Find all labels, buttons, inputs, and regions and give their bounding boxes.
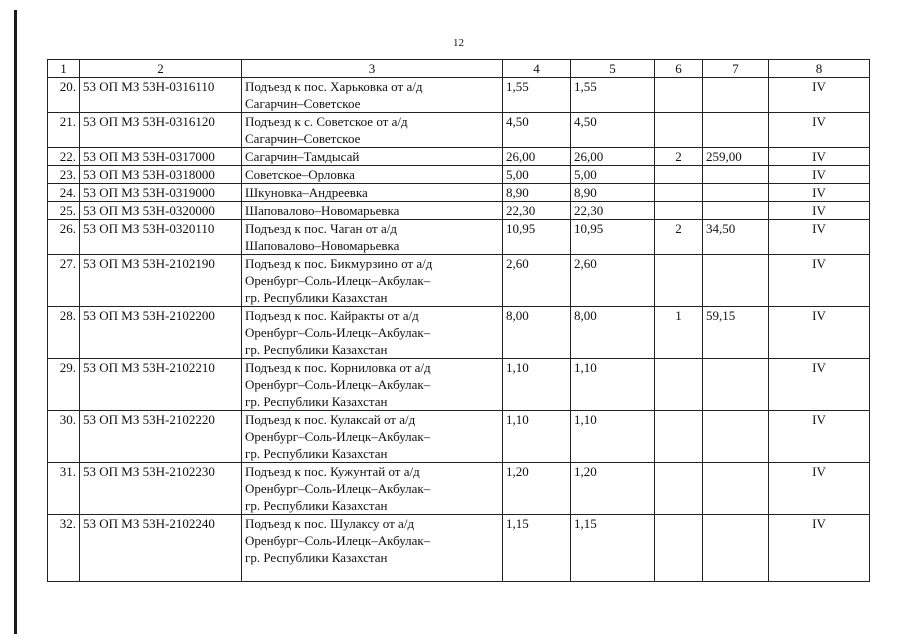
table-row	[48, 202, 870, 220]
row-number-cell: 23.	[48, 166, 80, 184]
category-cell: IV	[769, 255, 870, 307]
road-name-line: гр. Республики Казахстан	[245, 290, 388, 305]
length-cell: 8,90	[503, 184, 571, 202]
column-6-cell	[655, 411, 703, 463]
category-cell: IV	[769, 411, 870, 463]
column-7-cell	[703, 166, 769, 184]
road-name-line: Шаповалово–Новомарьевка	[245, 203, 400, 218]
road-code-cell: 53 ОП МЗ 53Н-0320110	[80, 220, 242, 255]
road-code-cell: 53 ОП МЗ 53Н-2102240	[80, 515, 242, 582]
column-6-cell	[655, 78, 703, 113]
length-cell: 1,20	[503, 463, 571, 515]
length-cell: 2,60	[503, 255, 571, 307]
table-row	[48, 148, 870, 166]
row-number-cell: 31.	[48, 463, 80, 515]
table-row	[48, 113, 870, 148]
length-cell: 8,00	[503, 307, 571, 359]
road-code-cell: 53 ОП МЗ 53Н-0320000	[80, 202, 242, 220]
page-number: 12	[453, 37, 464, 49]
category-cell: IV	[769, 220, 870, 255]
column-7-cell: 34,50	[703, 220, 769, 255]
header-cell: 5	[571, 60, 655, 78]
length-cell: 1,10	[503, 359, 571, 411]
length-cell: 1,10	[503, 411, 571, 463]
road-name-line: Подъезд к с. Советское от а/д	[245, 114, 408, 129]
length-cell: 5,00	[503, 166, 571, 184]
road-name-cell	[242, 78, 503, 113]
road-name-cell	[242, 411, 503, 463]
column-6-cell	[655, 113, 703, 148]
table-row	[48, 166, 870, 184]
road-name-cell	[242, 307, 503, 359]
road-name-cell	[242, 463, 503, 515]
category-cell: IV	[769, 184, 870, 202]
length-2-cell: 4,50	[571, 113, 655, 148]
column-6-cell: 2	[655, 148, 703, 166]
column-7-cell	[703, 359, 769, 411]
road-name-line: Подъезд к пос. Кулаксай от а/д	[245, 412, 416, 427]
category-cell: IV	[769, 359, 870, 411]
road-name-line: Подъезд к пос. Корниловка от а/д	[245, 360, 431, 375]
row-number-cell: 28.	[48, 307, 80, 359]
road-name-line: Оренбург–Соль-Илецк–Акбулак–	[245, 533, 431, 548]
row-number-cell: 29.	[48, 359, 80, 411]
length-2-cell: 8,00	[571, 307, 655, 359]
road-name-line: Сагарчин–Советское	[245, 96, 361, 111]
road-name-cell	[242, 184, 503, 202]
road-name-cell	[242, 220, 503, 255]
road-name-line: гр. Республики Казахстан	[245, 394, 388, 409]
row-number-cell: 20.	[48, 78, 80, 113]
length-2-cell: 1,10	[571, 359, 655, 411]
category-cell: IV	[769, 307, 870, 359]
length-2-cell: 5,00	[571, 166, 655, 184]
column-7-cell	[703, 411, 769, 463]
road-name-line: Подъезд к пос. Чаган от а/д	[245, 221, 397, 236]
length-2-cell: 1,10	[571, 411, 655, 463]
length-2-cell: 1,20	[571, 463, 655, 515]
column-7-cell	[703, 78, 769, 113]
road-code-cell: 53 ОП МЗ 53Н-2102230	[80, 463, 242, 515]
road-name-cell	[242, 359, 503, 411]
column-6-cell: 2	[655, 220, 703, 255]
length-2-cell: 10,95	[571, 220, 655, 255]
table-row	[48, 255, 870, 307]
road-name-cell	[242, 202, 503, 220]
header-cell: 4	[503, 60, 571, 78]
road-name-line: Подъезд к пос. Кайракты от а/д	[245, 308, 419, 323]
category-cell: IV	[769, 78, 870, 113]
column-7-cell	[703, 515, 769, 582]
road-name-line: Сагарчин–Тамдысай	[245, 149, 360, 164]
header-cell: 8	[769, 60, 870, 78]
header-cell: 2	[80, 60, 242, 78]
road-name-line: гр. Республики Казахстан	[245, 550, 388, 565]
road-code-cell: 53 ОП МЗ 53Н-0316110	[80, 78, 242, 113]
header-cell: 1	[48, 60, 80, 78]
category-cell: IV	[769, 166, 870, 184]
road-name-cell	[242, 148, 503, 166]
road-name-line: гр. Республики Казахстан	[245, 446, 388, 461]
table-row	[48, 411, 870, 463]
road-name-line: Подъезд к пос. Шулаксу от а/д	[245, 516, 415, 531]
header-cell: 6	[655, 60, 703, 78]
road-name-line: Подъезд к пос. Харьковка от а/д	[245, 79, 423, 94]
table-row	[48, 463, 870, 515]
column-6-cell	[655, 359, 703, 411]
category-cell: IV	[769, 202, 870, 220]
column-7-cell	[703, 184, 769, 202]
table-row	[48, 184, 870, 202]
column-7-cell	[703, 202, 769, 220]
column-6-cell	[655, 202, 703, 220]
road-code-cell: 53 ОП МЗ 53Н-2102190	[80, 255, 242, 307]
length-cell: 22,30	[503, 202, 571, 220]
column-7-cell	[703, 255, 769, 307]
category-cell: IV	[769, 148, 870, 166]
length-cell: 1,15	[503, 515, 571, 582]
category-cell: IV	[769, 515, 870, 582]
column-6-cell	[655, 463, 703, 515]
length-2-cell: 2,60	[571, 255, 655, 307]
road-code-cell: 53 ОП МЗ 53Н-2102200	[80, 307, 242, 359]
road-name-line: Оренбург–Соль-Илецк–Акбулак–	[245, 325, 431, 340]
column-6-cell	[655, 255, 703, 307]
road-code-cell: 53 ОП МЗ 53Н-2102210	[80, 359, 242, 411]
length-cell: 4,50	[503, 113, 571, 148]
road-name-line: Шаповалово–Новомарьевка	[245, 238, 400, 253]
column-7-cell: 59,15	[703, 307, 769, 359]
road-name-line: Подъезд к пос. Кужунтай от а/д	[245, 464, 420, 479]
road-name-line: Оренбург–Соль-Илецк–Акбулак–	[245, 429, 431, 444]
road-name-line: Сагарчин–Советское	[245, 131, 361, 146]
length-2-cell: 26,00	[571, 148, 655, 166]
category-cell: IV	[769, 113, 870, 148]
road-name-cell	[242, 255, 503, 307]
row-number-cell: 30.	[48, 411, 80, 463]
column-7-cell: 259,00	[703, 148, 769, 166]
column-7-cell	[703, 113, 769, 148]
column-6-cell	[655, 166, 703, 184]
road-code-cell: 53 ОП МЗ 53Н-0319000	[80, 184, 242, 202]
table-row	[48, 359, 870, 411]
roads-table	[47, 59, 870, 582]
road-name-cell	[242, 166, 503, 184]
row-number-cell: 32.	[48, 515, 80, 582]
road-name-line: гр. Республики Казахстан	[245, 342, 388, 357]
road-name-cell	[242, 113, 503, 148]
header-cell: 7	[703, 60, 769, 78]
table-row	[48, 515, 870, 582]
row-number-cell: 24.	[48, 184, 80, 202]
header-cell: 3	[242, 60, 503, 78]
road-name-cell	[242, 515, 503, 582]
length-2-cell: 8,90	[571, 184, 655, 202]
length-cell: 10,95	[503, 220, 571, 255]
length-2-cell: 1,15	[571, 515, 655, 582]
table-row	[48, 220, 870, 255]
table-header-row	[48, 60, 870, 78]
column-6-cell: 1	[655, 307, 703, 359]
category-cell: IV	[769, 463, 870, 515]
road-name-line: Оренбург–Соль-Илецк–Акбулак–	[245, 481, 431, 496]
column-6-cell	[655, 184, 703, 202]
road-code-cell: 53 ОП МЗ 53Н-0317000	[80, 148, 242, 166]
road-name-line: гр. Республики Казахстан	[245, 498, 388, 513]
length-cell: 26,00	[503, 148, 571, 166]
row-number-cell: 21.	[48, 113, 80, 148]
road-code-cell: 53 ОП МЗ 53Н-2102220	[80, 411, 242, 463]
road-name-line: Шкуновка–Андреевка	[245, 185, 368, 200]
road-name-line: Оренбург–Соль-Илецк–Акбулак–	[245, 377, 431, 392]
column-7-cell	[703, 463, 769, 515]
row-number-cell: 22.	[48, 148, 80, 166]
row-number-cell: 26.	[48, 220, 80, 255]
road-name-line: Советское–Орловка	[245, 167, 355, 182]
length-cell: 1,55	[503, 78, 571, 113]
road-name-line: Подъезд к пос. Бикмурзино от а/д	[245, 256, 433, 271]
length-2-cell: 1,55	[571, 78, 655, 113]
length-2-cell: 22,30	[571, 202, 655, 220]
row-number-cell: 27.	[48, 255, 80, 307]
road-name-line: Оренбург–Соль-Илецк–Акбулак–	[245, 273, 431, 288]
column-6-cell	[655, 515, 703, 582]
road-code-cell: 53 ОП МЗ 53Н-0318000	[80, 166, 242, 184]
scan-edge-line	[14, 10, 17, 634]
road-code-cell: 53 ОП МЗ 53Н-0316120	[80, 113, 242, 148]
row-number-cell: 25.	[48, 202, 80, 220]
table-row	[48, 78, 870, 113]
table-row	[48, 307, 870, 359]
